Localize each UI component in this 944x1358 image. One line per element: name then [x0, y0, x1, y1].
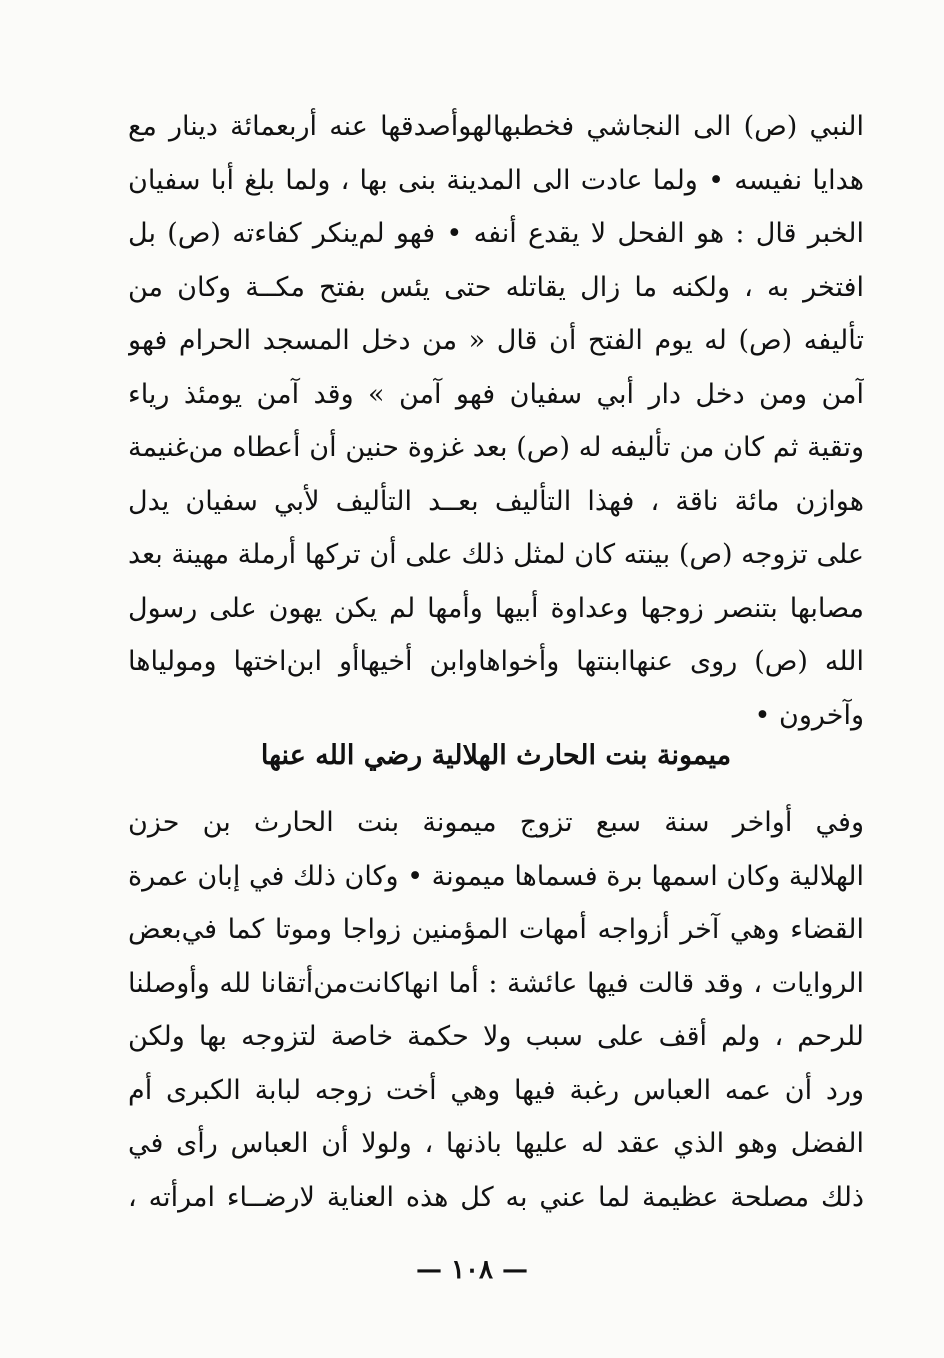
text-line: تأليفه (ص) له يوم الفتح أن قال « من دخل المسجد الحرام فهو — [128, 325, 864, 356]
text-line: هوازن مائة ناقة ، فهذا التأليف بعــد التأليف لأبي سفيان يدل — [128, 485, 864, 517]
text-line: الروايات ، وقد قالت فيها عائشة : أما انهاكانت‌من‌أتقانا لله وأوصلنا — [128, 967, 864, 999]
text-line: النبي (ص) الى النجاشي فخطبهالهوأصدقها عنه أربعمائة دينار مع — [128, 111, 864, 142]
text-line: وفي أواخر سنة سبع تزوج ميمونة بنت الحارث بن حزن — [128, 807, 864, 838]
section-heading: ميمونة بنت الحارث الهلالية رضي الله عنها — [260, 740, 732, 771]
text-line: وتقية ثم كان من تأليفه له (ص) بعد غزوة حنين أن أعطاه من‌غنيمة — [128, 432, 864, 463]
text-line: هدايا نفيسه • ولما عادت الى المدينة بنى بها ، ولما بلغ أبا سفيان — [128, 164, 864, 196]
text-line: وآخرون • — [754, 699, 864, 731]
page-number: — ١٠٨ — — [415, 1255, 529, 1285]
text-line: الله (ص) روى عنهاابنتها وأخواهاوابن أخيهاأو ابن‌اختها ومولياها — [128, 646, 864, 677]
text-line: ذلك مصلحة عظيمة لما عني به كل هذه العناية لارضــاء امرأته ، — [128, 1181, 864, 1213]
text-line: افتخر به ، ولكنه ما زال يقاتله حتى يئس بفتح مكــة وكان من — [128, 271, 864, 303]
text-line: القضاء وهي آخر أزواجه أمهات المؤمنين زواجا وموتا كما في‌بعض — [128, 914, 864, 945]
text-line: على تزوجه (ص) بينته كان لمثل ذلك على أن تركها أرملة مهينة بعد — [128, 539, 864, 570]
text-line: الهلالية وكان اسمها برة فسماها ميمونة • وكان ذلك في إبان عمرة — [128, 860, 864, 892]
text-line: للرحم ، ولم أقف على سبب ولا حكمة خاصة لتزوجه بها ولكن — [128, 1021, 864, 1052]
text-line: ورد أن عمه العباس رغبة فيها وهي أخت زوجه لبابة الكبرى أم — [128, 1074, 864, 1106]
paragraph-1 — [128, 100, 864, 742]
text-line: مصابها بتنصر زوجها وعداوة أبيها وأمها لم يكن يهون على رسول — [128, 592, 864, 624]
paragraph-2 — [128, 796, 864, 1224]
text-line: الفضل وهو الذي عقد له عليها باذنها ، ولولا أن العباس رأى في — [128, 1128, 864, 1159]
text-line: آمن ومن دخل دار أبي سفيان فهو آمن » وقد آمن يومئذ رياء — [128, 378, 864, 410]
text-line: الخبر قال : هو الفحل لا يقدع أنفه • فهو لم‌ينكر كفاءته (ص) بل — [128, 218, 864, 249]
